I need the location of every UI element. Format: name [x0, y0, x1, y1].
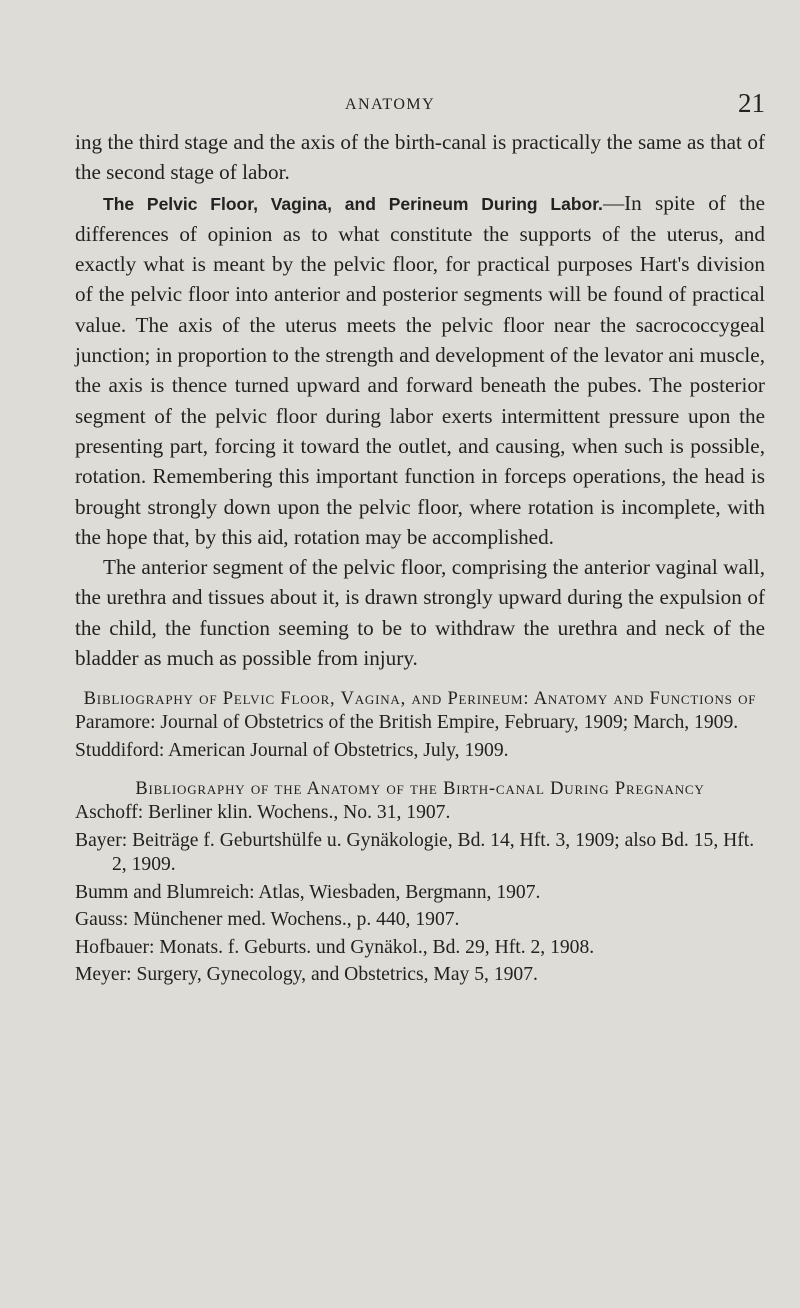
body-text — [75, 127, 765, 991]
paragraph-text: ing the third stage and the axis of the birth-canal is practically the same as that of the second stage of labor. — [75, 130, 765, 185]
running-head — [75, 90, 765, 120]
bibliography-birth-canal — [75, 777, 765, 988]
bibliography-entry: Bumm and Blumreich: Atlas, Wiesbaden, Bergmann, 1907. — [75, 881, 541, 903]
bibliography-heading: Bibliography of the Anatomy of the Birth-canal During Pregnancy — [135, 779, 705, 800]
bibliography-entry: Gauss: Münchener med. Wochens., p. 440, 1907. — [75, 909, 460, 931]
bibliography-pelvic-floor — [75, 687, 765, 763]
section-run-in-heading: The Pelvic Floor, Vagina, and Perineum During Labor. — [103, 193, 603, 214]
paragraph-continuation — [75, 127, 765, 188]
bibliography-entry: Hofbauer: Monats. f. Geburts. und Gynäkol., Bd. 29, Hft. 2, 1908. — [75, 936, 595, 958]
bibliography-list — [75, 801, 765, 988]
paragraph-pelvic-floor — [75, 188, 765, 553]
paragraph-text: —In spite of the differences of opinion as to what constitute the supports of the uterus, and exactly what is meant by the pelvic floor, for practical purposes Hart's division of the pelvic floor into anterior and posterior segments will be found of practical value. The axis of the uterus meets the pelvic floor near the sacrococcygeal junction; in proportion to the strength and development of the levator ani muscle, the axis is thence turned upward and forward beneath the pubes. The posterior segment of the pelvic floor during labor exerts intermittent pressure upon the presenting part, forcing it toward the outlet, and causing, when such is possible, rotation. Remembering this important function in forceps operations, the head is brought strongly down upon the pelvic floor, where rotation is incomplete, with the hope that, by this aid, rotation may be accomplished. — [75, 190, 766, 549]
bibliography-entry: Bayer: Beiträge f. Geburtshülfe u. Gynäkologie, Bd. 14, Hft. 3, 1909; also Bd. 15, Hft. 2, 1909. — [75, 829, 755, 876]
paragraph-text: The anterior segment of the pelvic floor, comprising the anterior vaginal wall, the urethra and tissues about it, is drawn strongly upward during the expulsion of the child, the function seeming to be to withdraw the urethra and neck of the bladder as much as possible from injury. — [75, 555, 765, 671]
bibliography-entry: Aschoff: Berliner klin. Wochens., No. 31, 1907. — [75, 802, 451, 824]
bibliography-entry: Paramore: Journal of Obstetrics of the British Empire, February, 1909; March, 1909. — [75, 712, 739, 734]
running-title: ANATOMY — [345, 96, 436, 113]
bibliography-entry: Studdiford: American Journal of Obstetrics, July, 1909. — [75, 739, 509, 761]
bibliography-entry: Meyer: Surgery, Gynecology, and Obstetrics, May 5, 1907. — [75, 964, 538, 986]
bibliography-list — [75, 711, 765, 763]
bibliography-heading: Bibliography of Pelvic Floor, Vagina, and Perineum: Anatomy and Functions of — [83, 689, 757, 710]
paragraph-anterior-segment — [75, 552, 765, 673]
page-number: 21 — [738, 88, 765, 118]
